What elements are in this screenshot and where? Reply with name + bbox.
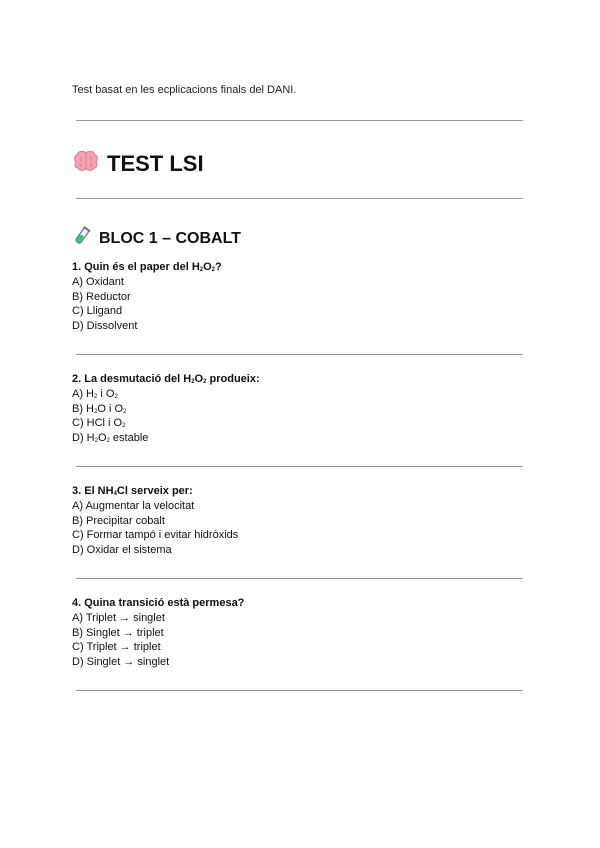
subscript: 2: [106, 438, 110, 445]
subscript: 2: [191, 379, 195, 385]
text-fragment: Cl serveix per:: [116, 485, 193, 497]
answer-option: [72, 640, 244, 655]
divider: [76, 690, 523, 691]
question-title: [72, 372, 260, 387]
subscript: 2: [94, 438, 98, 445]
text-fragment: B) Reductor: [72, 290, 131, 303]
text-fragment: A) Augmentar la velocitat: [72, 499, 195, 512]
question-1: [72, 260, 222, 334]
text-fragment: D) H: [72, 432, 95, 445]
intro-text: Test basat en les ecplicacions finals del DANI.: [72, 84, 297, 96]
text-fragment: A) Triplet → singlet: [72, 611, 165, 624]
subscript: 2: [114, 393, 118, 400]
answer-option: [72, 499, 238, 514]
text-fragment: ?: [215, 261, 222, 273]
question-title: [72, 260, 222, 275]
text-fragment: A) Oxidant: [72, 275, 124, 288]
section-heading-text: BLOC 1 – COBALT: [99, 229, 241, 247]
answer-option: [72, 304, 222, 319]
subscript: 2: [123, 408, 127, 415]
text-fragment: 1. Quin és el paper del H: [72, 261, 200, 273]
question-2: [72, 372, 260, 446]
page-title-text: TEST LSI: [107, 151, 204, 176]
text-fragment: B) H: [72, 402, 94, 415]
answer-option: [72, 655, 244, 670]
subscript: 2: [94, 408, 98, 415]
text-fragment: A) H: [72, 387, 94, 400]
question-3: [72, 484, 238, 558]
divider: [76, 120, 523, 121]
text-fragment: O: [97, 432, 107, 445]
question-title: [72, 596, 244, 611]
answer-option: [72, 275, 222, 290]
text-fragment: D) Singlet → singlet: [72, 656, 170, 669]
subscript: 2: [122, 423, 126, 430]
answer-option: [72, 290, 222, 305]
text-fragment: 3. El NH: [72, 485, 114, 497]
divider: [76, 198, 523, 199]
test-tube-icon: [73, 226, 91, 251]
question-title: [72, 484, 238, 499]
text-fragment: 2. La desmutació del H: [72, 373, 192, 385]
answer-option: [72, 528, 238, 543]
text-fragment: C) HCl i O: [72, 417, 123, 430]
text-fragment: O: [194, 373, 204, 385]
text-fragment: C) Lligand: [72, 305, 123, 318]
answer-option: [72, 431, 260, 446]
page-title: [73, 150, 204, 178]
answer-option: [72, 626, 244, 641]
text-fragment: C) Triplet → triplet: [72, 641, 161, 654]
text-fragment: produeix:: [206, 373, 260, 385]
section-heading: [73, 226, 241, 251]
subscript: 4: [113, 491, 117, 497]
question-4: [72, 596, 244, 670]
text-fragment: i O: [97, 387, 115, 400]
divider: [76, 354, 523, 355]
text-fragment: estable: [109, 432, 149, 445]
text-fragment: C) Formar tampó i evitar hidròxids: [72, 529, 239, 542]
subscript: 2: [94, 393, 98, 400]
text-fragment: 4. Quina transició està permesa?: [72, 597, 245, 609]
text-fragment: D) Dissolvent: [72, 320, 138, 333]
answer-option: [72, 402, 260, 417]
text-fragment: O: [203, 261, 212, 273]
text-fragment: O i O: [97, 402, 124, 415]
answer-option: [72, 319, 222, 334]
answer-option: [72, 416, 260, 431]
subscript: 2: [203, 379, 207, 385]
text-fragment: D) Oxidar el sistema: [72, 544, 172, 557]
answer-option: [72, 514, 238, 529]
divider: [76, 466, 523, 467]
text-fragment: B) Singlet → triplet: [72, 626, 164, 639]
answer-option: [72, 387, 260, 402]
subscript: 2: [211, 267, 216, 273]
divider: [76, 578, 523, 579]
answer-option: [72, 611, 244, 626]
subscript: 2: [199, 267, 204, 273]
answer-option: [72, 543, 238, 558]
text-fragment: B) Precipitar cobalt: [72, 514, 165, 527]
brain-icon: [73, 150, 99, 178]
